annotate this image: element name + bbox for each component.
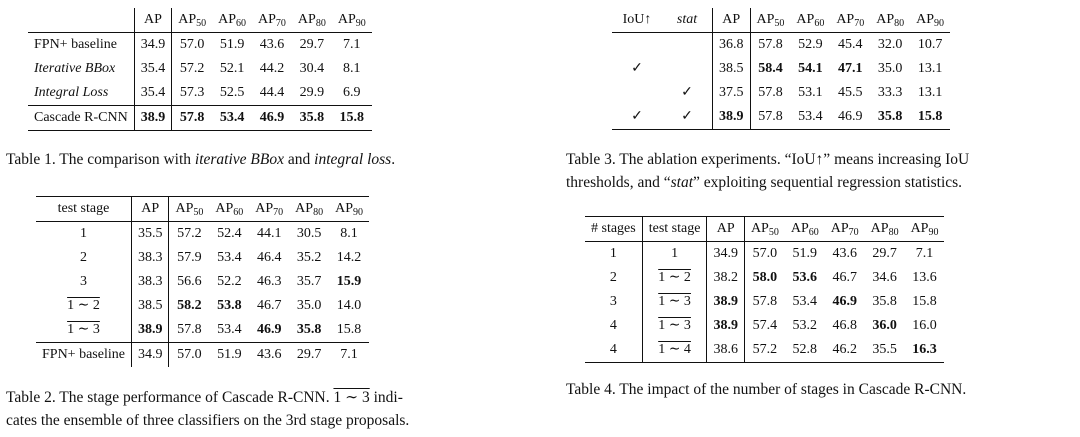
caption-line-1: Table 3. The ablation experiments. “IoU↑” means increasing IoU bbox=[566, 151, 970, 168]
table-4-caption bbox=[566, 378, 1078, 401]
table-cell: 10.7 bbox=[917, 37, 943, 52]
overline-label: 1 ∼ 3 bbox=[658, 294, 691, 309]
table-1-block bbox=[28, 8, 372, 131]
header-subscript: 60 bbox=[233, 207, 244, 218]
table-cell: 57.4 bbox=[752, 318, 778, 333]
table-row bbox=[36, 294, 369, 318]
overline-label: 1 ∼ 3 bbox=[67, 322, 100, 337]
column-header bbox=[707, 217, 745, 242]
table-row bbox=[28, 81, 372, 106]
header-corner bbox=[28, 8, 134, 33]
table-cell: 53.1 bbox=[798, 85, 823, 100]
table-cell: 34.9 bbox=[134, 33, 172, 58]
table-cell: 44.4 bbox=[259, 85, 285, 100]
table-cell: 13.6 bbox=[912, 270, 937, 285]
header-label: AP bbox=[255, 201, 274, 216]
header-label: AP bbox=[716, 221, 735, 236]
table-cell: 37.5 bbox=[713, 81, 751, 105]
header-label: AP bbox=[916, 12, 935, 27]
table-cell: 57.8 bbox=[758, 37, 783, 52]
table-header-row bbox=[28, 8, 372, 33]
header-label: AP bbox=[876, 12, 895, 27]
column-header bbox=[252, 8, 292, 33]
table-row bbox=[585, 338, 944, 363]
caption-text: thresholds, and “ bbox=[566, 174, 671, 191]
header-subscript: 90 bbox=[934, 18, 945, 29]
header-label: AP bbox=[297, 12, 316, 27]
header-subscript: 70 bbox=[848, 227, 859, 238]
table-cell: 29.7 bbox=[299, 37, 325, 52]
caption-emphasis: integral loss bbox=[314, 151, 392, 168]
table-cell: 53.4 bbox=[217, 250, 242, 265]
overline-label: 1 ∼ 2 bbox=[67, 298, 100, 313]
stage-count: 4 bbox=[585, 338, 642, 363]
row-label: Iterative BBox bbox=[28, 57, 134, 81]
column-header bbox=[905, 217, 945, 242]
header-label: AP bbox=[218, 12, 237, 27]
caption-text: and bbox=[284, 151, 315, 168]
table-cell: 46.9 bbox=[252, 106, 292, 131]
table-cell: 46.9 bbox=[832, 294, 857, 309]
table-cell: 38.9 bbox=[713, 105, 751, 130]
table-3-caption bbox=[566, 148, 1078, 194]
table-cell: 53.2 bbox=[792, 318, 818, 333]
table-3 bbox=[612, 8, 950, 130]
table-cell: 57.9 bbox=[177, 250, 202, 265]
test-stage bbox=[642, 314, 707, 338]
column-header bbox=[169, 197, 209, 222]
row-label: FPN+ baseline bbox=[28, 33, 134, 58]
table-cell: 57.8 bbox=[758, 109, 783, 124]
test-stage: 1 bbox=[642, 242, 707, 267]
table-cell: 8.1 bbox=[343, 61, 361, 76]
table-header-row bbox=[612, 8, 950, 33]
table-cell: 15.8 bbox=[912, 294, 937, 309]
table-cell: 13.1 bbox=[917, 61, 943, 76]
header-subscript: 50 bbox=[768, 227, 779, 238]
table-cell: 46.3 bbox=[256, 274, 282, 289]
row-label: FPN+ baseline bbox=[36, 343, 131, 368]
table-4-block bbox=[585, 216, 944, 363]
table-cell: 57.8 bbox=[177, 322, 202, 337]
table-row bbox=[36, 343, 369, 368]
table-cell: 46.9 bbox=[256, 322, 282, 337]
table-cell: 34.6 bbox=[872, 270, 897, 285]
table-header-row bbox=[585, 217, 944, 242]
table-cell: 38.5 bbox=[131, 294, 169, 318]
header-subscript: 60 bbox=[808, 227, 819, 238]
header-subscript: 90 bbox=[928, 227, 939, 238]
table-cell: 35.5 bbox=[131, 222, 169, 247]
table-3-block bbox=[612, 8, 950, 130]
column-header bbox=[790, 8, 830, 33]
table-cell: 6.9 bbox=[343, 85, 361, 100]
header-label: AP bbox=[722, 12, 741, 27]
header-label: AP bbox=[295, 201, 314, 216]
stage-count: 1 bbox=[585, 242, 642, 267]
table-cell: 35.8 bbox=[877, 109, 903, 124]
table-cell: 14.0 bbox=[336, 298, 362, 313]
table-cell: 57.8 bbox=[752, 294, 778, 309]
overline-label: 1 ∼ 3 bbox=[658, 318, 691, 333]
table-cell: 32.0 bbox=[877, 37, 903, 52]
header-subscript: 80 bbox=[894, 18, 905, 29]
header-label: AP bbox=[141, 201, 160, 216]
table-row bbox=[585, 242, 944, 267]
table-row bbox=[36, 246, 369, 270]
table-cell: 15.8 bbox=[917, 109, 943, 124]
header-label: AP bbox=[258, 12, 276, 27]
table-2-caption bbox=[6, 386, 526, 432]
table-cell: 46.2 bbox=[832, 342, 857, 357]
caption-line-1: Table 4. The impact of the number of stages in Cascade R-CNN. bbox=[566, 381, 967, 398]
table-cell: 57.2 bbox=[752, 342, 778, 357]
table-cell: 52.2 bbox=[217, 274, 242, 289]
table-cell: 13.1 bbox=[917, 85, 943, 100]
table-cell: 57.2 bbox=[177, 226, 202, 241]
column-header bbox=[332, 8, 372, 33]
header-label: AP bbox=[830, 221, 849, 236]
header-subscript: 50 bbox=[196, 18, 207, 29]
table-cell: 53.4 bbox=[792, 294, 818, 309]
column-header bbox=[209, 197, 249, 222]
header-subscript: 70 bbox=[275, 18, 286, 29]
table-1 bbox=[28, 8, 372, 131]
table-cell: 15.8 bbox=[336, 322, 362, 337]
table-cell: 52.5 bbox=[219, 85, 245, 100]
table-cell: 38.6 bbox=[707, 338, 745, 363]
table-cell: 38.3 bbox=[131, 246, 169, 270]
table-cell: 56.6 bbox=[177, 274, 202, 289]
row-label bbox=[36, 294, 131, 318]
row-label: Cascade R-CNN bbox=[28, 106, 134, 131]
empty-cell bbox=[662, 57, 713, 81]
caption-text: . bbox=[391, 151, 396, 168]
table-1-caption bbox=[6, 148, 526, 171]
column-header bbox=[329, 197, 369, 222]
header-label: IoU↑ bbox=[622, 12, 652, 27]
caption-line-2 bbox=[566, 171, 1078, 194]
column-header bbox=[172, 8, 212, 33]
header-label: AP bbox=[836, 12, 855, 27]
table-cell: 43.6 bbox=[259, 37, 285, 52]
row-label: 2 bbox=[36, 246, 131, 270]
column-header bbox=[830, 8, 870, 33]
header-label: AP bbox=[870, 221, 889, 236]
column-header bbox=[36, 197, 131, 222]
table-4 bbox=[585, 216, 944, 363]
column-header bbox=[662, 8, 713, 33]
header-label: AP bbox=[175, 201, 194, 216]
empty-cell bbox=[612, 81, 662, 105]
column-header bbox=[865, 217, 905, 242]
table-row bbox=[28, 33, 372, 58]
caption-text: ” exploiting sequential regression statistics. bbox=[693, 174, 963, 191]
header-label: test stage bbox=[57, 201, 110, 216]
header-label: AP bbox=[178, 12, 197, 27]
column-header bbox=[585, 217, 642, 242]
test-stage bbox=[642, 266, 707, 290]
table-cell: 30.4 bbox=[299, 61, 325, 76]
table-cell: 44.1 bbox=[256, 226, 282, 241]
table-cell: 38.5 bbox=[713, 57, 751, 81]
column-header bbox=[870, 8, 910, 33]
table-cell: 53.4 bbox=[212, 106, 252, 131]
overline-label: 1 ∼ 4 bbox=[658, 342, 691, 357]
table-cell: 29.7 bbox=[289, 343, 329, 368]
caption-overline: 1 ∼ 3 bbox=[333, 389, 370, 406]
table-cell: 34.9 bbox=[707, 242, 745, 267]
table-cell: 46.7 bbox=[256, 298, 282, 313]
header-label: AP bbox=[756, 12, 775, 27]
table-cell: 57.0 bbox=[752, 246, 778, 261]
table-cell: 52.1 bbox=[219, 61, 245, 76]
header-subscript: 50 bbox=[193, 207, 204, 218]
column-header bbox=[750, 8, 790, 33]
table-cell: 38.9 bbox=[134, 106, 172, 131]
column-header bbox=[785, 217, 825, 242]
header-label: test stage bbox=[648, 221, 701, 236]
table-header-row bbox=[36, 197, 369, 222]
table-cell: 35.8 bbox=[296, 322, 322, 337]
table-cell: 35.7 bbox=[296, 274, 322, 289]
check-icon: ✓ bbox=[662, 105, 713, 130]
header-label: AP bbox=[790, 221, 809, 236]
table-cell: 44.2 bbox=[259, 61, 285, 76]
overline-label: 1 ∼ 2 bbox=[658, 270, 691, 285]
column-header bbox=[713, 8, 751, 33]
table-cell: 57.0 bbox=[179, 37, 205, 52]
caption-text: Table 1. The comparison with bbox=[6, 151, 195, 168]
table-cell: 33.3 bbox=[877, 85, 903, 100]
test-stage bbox=[642, 338, 707, 363]
table-cell: 16.3 bbox=[912, 342, 937, 357]
header-label: # stages bbox=[591, 221, 636, 236]
column-header bbox=[134, 8, 172, 33]
table-cell: 35.4 bbox=[134, 57, 172, 81]
header-label: AP bbox=[215, 201, 234, 216]
table-row bbox=[612, 57, 950, 81]
stage-count: 3 bbox=[585, 290, 642, 314]
table-cell: 51.9 bbox=[792, 246, 818, 261]
check-icon: ✓ bbox=[662, 81, 713, 105]
table-row bbox=[612, 105, 950, 130]
header-label: AP bbox=[910, 221, 929, 236]
table-cell: 29.7 bbox=[872, 246, 897, 261]
table-cell: 7.1 bbox=[329, 343, 369, 368]
column-header bbox=[642, 217, 707, 242]
header-label: AP bbox=[750, 221, 769, 236]
table-cell: 54.1 bbox=[798, 61, 823, 76]
header-subscript: 60 bbox=[236, 18, 247, 29]
caption-line-2: cates the ensemble of three classifiers on the 3rd stage proposals. bbox=[6, 412, 410, 429]
table-cell: 45.4 bbox=[838, 37, 863, 52]
table-cell: 30.5 bbox=[296, 226, 322, 241]
table-cell: 16.0 bbox=[912, 318, 937, 333]
header-subscript: 90 bbox=[352, 207, 363, 218]
table-cell: 53.4 bbox=[798, 109, 823, 124]
table-cell: 36.0 bbox=[872, 318, 897, 333]
table-row bbox=[28, 106, 372, 131]
table-cell: 35.0 bbox=[877, 61, 903, 76]
check-icon: ✓ bbox=[631, 61, 643, 76]
table-cell: 57.2 bbox=[179, 61, 205, 76]
table-cell: 14.2 bbox=[336, 250, 362, 265]
column-header bbox=[292, 8, 332, 33]
header-label: stat bbox=[676, 12, 698, 27]
table-cell: 53.4 bbox=[217, 322, 242, 337]
table-cell: 57.3 bbox=[179, 85, 205, 100]
table-cell: 46.8 bbox=[832, 318, 857, 333]
row-label: 1 bbox=[36, 222, 131, 247]
stage-count: 4 bbox=[585, 314, 642, 338]
table-cell: 58.0 bbox=[752, 270, 778, 285]
row-label: Integral Loss bbox=[28, 81, 134, 106]
table-cell: 53.6 bbox=[792, 270, 818, 285]
table-cell: 51.9 bbox=[209, 343, 249, 368]
table-cell: 7.1 bbox=[915, 246, 934, 261]
table-cell: 43.6 bbox=[832, 246, 857, 261]
caption-line-1 bbox=[6, 386, 526, 409]
column-header bbox=[825, 217, 865, 242]
table-cell: 58.2 bbox=[177, 298, 202, 313]
table-cell: 34.9 bbox=[131, 343, 169, 368]
caption-text: indi- bbox=[369, 389, 403, 406]
header-subscript: 50 bbox=[774, 18, 785, 29]
table-cell: 57.8 bbox=[758, 85, 783, 100]
header-subscript: 90 bbox=[355, 18, 366, 29]
header-subscript: 80 bbox=[313, 207, 324, 218]
row-label: 3 bbox=[36, 270, 131, 294]
table-row bbox=[585, 266, 944, 290]
column-header bbox=[612, 8, 662, 33]
column-header bbox=[744, 217, 784, 242]
table-cell: 47.1 bbox=[838, 61, 863, 76]
table-row bbox=[28, 57, 372, 81]
header-subscript: 80 bbox=[888, 227, 899, 238]
table-cell: 7.1 bbox=[343, 37, 361, 52]
table-cell: 43.6 bbox=[249, 343, 289, 368]
table-cell: 46.4 bbox=[256, 250, 282, 265]
header-label: AP bbox=[335, 201, 353, 216]
table-cell: 35.8 bbox=[872, 294, 897, 309]
table-row bbox=[36, 318, 369, 343]
row-label bbox=[36, 318, 131, 343]
column-header bbox=[910, 8, 950, 33]
header-subscript: 70 bbox=[273, 207, 284, 218]
header-label: AP bbox=[144, 12, 162, 27]
table-cell: 38.9 bbox=[707, 290, 745, 314]
table-row bbox=[612, 81, 950, 105]
empty-cell bbox=[662, 33, 713, 58]
table-cell: 15.9 bbox=[336, 274, 362, 289]
table-cell: 52.9 bbox=[798, 37, 823, 52]
table-cell: 38.2 bbox=[707, 266, 745, 290]
table-cell: 45.5 bbox=[838, 85, 863, 100]
column-header bbox=[249, 197, 289, 222]
table-cell: 57.0 bbox=[169, 343, 209, 368]
column-header bbox=[212, 8, 252, 33]
check-icon: ✓ bbox=[631, 109, 643, 124]
table-cell: 58.4 bbox=[758, 61, 783, 76]
table-cell: 53.8 bbox=[217, 298, 242, 313]
column-header bbox=[289, 197, 329, 222]
table-cell: 46.7 bbox=[832, 270, 857, 285]
table-row bbox=[612, 33, 950, 58]
table-cell: 46.9 bbox=[838, 109, 863, 124]
table-cell: 52.4 bbox=[217, 226, 242, 241]
caption-emphasis: iterative BBox bbox=[194, 151, 284, 168]
table-row bbox=[36, 222, 369, 247]
table-row bbox=[585, 314, 944, 338]
table-2-block bbox=[36, 196, 369, 367]
table-cell: 38.9 bbox=[707, 314, 745, 338]
table-row bbox=[585, 290, 944, 314]
table-cell: 35.8 bbox=[292, 106, 332, 131]
table-cell: 51.9 bbox=[219, 37, 245, 52]
table-cell: 29.9 bbox=[299, 85, 325, 100]
table-cell: 52.8 bbox=[792, 342, 818, 357]
table-cell: 35.5 bbox=[872, 342, 897, 357]
empty-cell bbox=[612, 33, 662, 58]
column-header bbox=[131, 197, 169, 222]
table-cell: 38.9 bbox=[131, 318, 169, 343]
table-2 bbox=[36, 196, 369, 367]
header-subscript: 80 bbox=[315, 18, 326, 29]
table-cell: 36.8 bbox=[713, 33, 751, 58]
table-cell: 15.8 bbox=[332, 106, 372, 131]
caption-text: Table 2. The stage performance of Cascade R-CNN. bbox=[6, 389, 334, 406]
table-cell: 8.1 bbox=[340, 226, 358, 241]
header-label: AP bbox=[796, 12, 815, 27]
header-subscript: 70 bbox=[854, 18, 865, 29]
table-cell: 38.3 bbox=[131, 270, 169, 294]
table-cell: 35.0 bbox=[296, 298, 322, 313]
table-cell: 35.2 bbox=[296, 250, 322, 265]
caption-emphasis: stat bbox=[670, 174, 694, 191]
table-cell: 35.4 bbox=[134, 81, 172, 106]
table-cell: 57.8 bbox=[172, 106, 212, 131]
test-stage bbox=[642, 290, 707, 314]
stage-count: 2 bbox=[585, 266, 642, 290]
header-label: AP bbox=[337, 12, 356, 27]
header-subscript: 60 bbox=[814, 18, 825, 29]
table-row bbox=[36, 270, 369, 294]
